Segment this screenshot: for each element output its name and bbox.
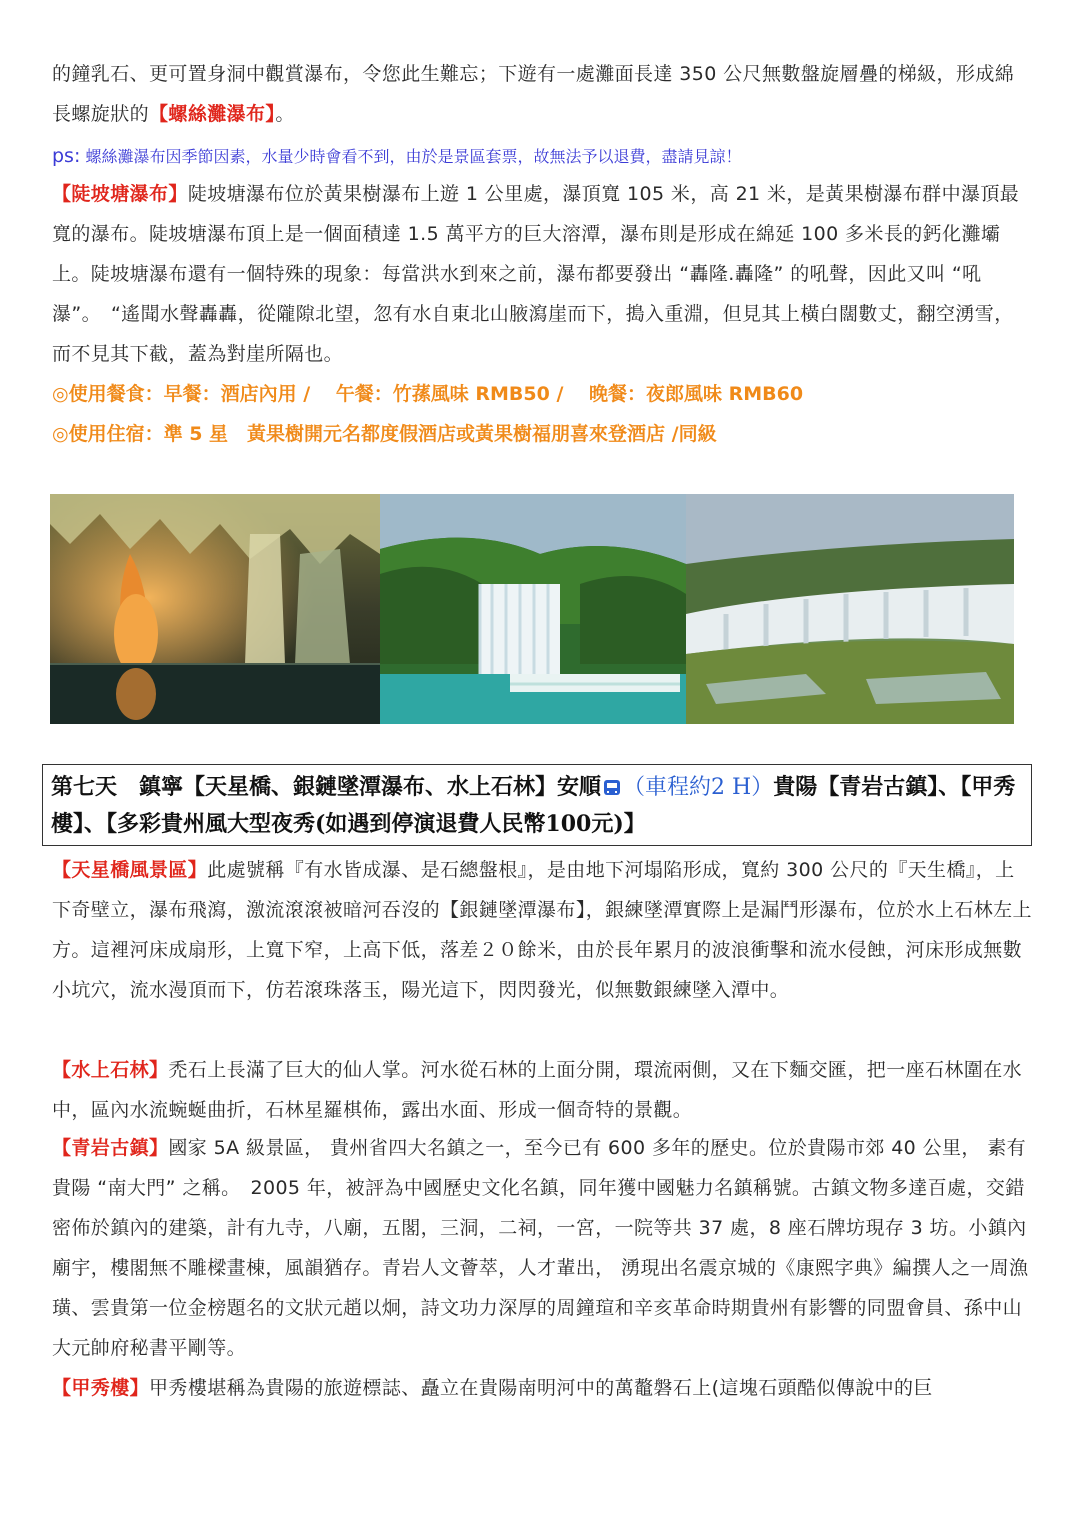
lodging-line: ◎使用住宿：準 5 星 黃果樹開元名都度假酒店或黃果樹福朋喜來登酒店 /同級 — [52, 423, 717, 445]
karst-cave-photo — [50, 494, 380, 724]
tianxingqiao-text-b: ，銀練墜潭實際上是漏鬥形瀑布，位於水上石林左上方。這裡河床成扇形，上寬下窄，上高下低，落差２０餘米，由於長年累月的波浪衝擊和流水侵蝕，河床形成無數小坑穴，流水漫頂而下，仿若滾珠落玉，陽光這下，閃閃發光，似無數銀練墜入潭中。 — [52, 899, 1032, 1001]
tianxingqiao-label: 【天星橋風景區】 — [52, 859, 208, 881]
ps-note — [52, 138, 1032, 175]
doupotang-waterfall-photo — [686, 494, 1014, 724]
day7-header — [42, 764, 1032, 846]
day7-title-a: 第七天 鎮寧【天星橋、銀鏈墜潭瀑布、水上石林】安順 — [51, 774, 602, 800]
jiaxiu-paragraph — [52, 1368, 1032, 1408]
bus-icon — [604, 780, 620, 795]
huangguoshu-waterfall-photo — [380, 494, 686, 724]
tianxingqiao-paragraph — [52, 850, 1032, 1010]
meals-line: ◎使用餐食：早餐：酒店內用 / 午餐：竹蓀風味 RMB50 / 晚餐：夜郎風味 RMB60 — [52, 383, 804, 405]
jiaxiu-label: 【甲秀樓】 — [52, 1377, 150, 1399]
day7-title-b: 貴陽【青岩古鎮】、【甲秀樓】、【多彩貴州風大型夜秀(如遇到停演退費人民幣100元)】 — [51, 774, 1016, 837]
luositan-waterfall-label: 【螺絲灘瀑布】 — [149, 103, 276, 125]
intro-paragraph — [52, 54, 1032, 134]
ps-text: 螺絲灘瀑布因季節因素，水量少時會看不到，由於是景區套票，故無法予以退費，盡請見諒！ — [85, 147, 742, 166]
qingyan-text: 國家 5A 級景區， 貴州省四大名鎮之一，至今已有 600 多年的歷史。位於貴陽市郊 40 公里， 素有貴陽 “南大門” 之稱。 2005 年，被評為中國歷史文化名鎮，同年獲中國魅力名鎮稱號。古鎮文物多達百處，交錯密佈於鎮內的建築，計有九寺，八廟，五閣，三洞，二祠，一宮，一院等共 37 處，8 座石牌坊現存 3 坊。小鎮內廟宇，樓閣無不雕樑畫棟，風韻猶存。青岩人文薈萃，人才輩出， 湧現出名震京城的《康熙字典》編撰人之一周漁璜、雲貴第一位金榜題名的文狀元趙以炯，詩文功力深厚的周鐘瑄和辛亥革命時期貴州有影響的同盟會員、孫中山大元帥府秘書平剛等。 — [52, 1137, 1029, 1359]
qingyan-paragraph — [52, 1128, 1032, 1368]
intro-text-b: 。 — [275, 103, 295, 125]
shilin-label: 【水上石林】 — [52, 1059, 169, 1081]
yinlian-waterfall-label: 【銀鏈墜潭瀑布】 — [440, 899, 586, 921]
intro-text-a: 的鐘乳石、更可置身洞中觀賞瀑布，令您此生難忘；下遊有一處灘面長達 350 公尺無數盤旋層疊的梯級，形成綿長螺旋狀的 — [52, 63, 1015, 125]
lupotang-label: 【陡坡塘瀑布】 — [52, 183, 188, 205]
jiaxiu-text: 甲秀樓堪稱為貴陽的旅遊標誌、矗立在貴陽南明河中的萬鼇磐石上(這塊石頭酷似傳說中的巨 — [149, 1377, 933, 1399]
lupotang-text: 陡坡塘瀑布位於黃果樹瀑布上遊 1 公里處，瀑頂寬 105 米，高 21 米，是黃果樹瀑布群中瀑頂最寬的瀑布。陡坡塘瀑布頂上是一個面積達 1.5 萬平方的巨大溶潭，瀑布則是形成在綿延 100 多米長的鈣化灘壩上。陡坡塘瀑布還有一個特殊的現象：每當洪水到來之前，瀑布都要發出 “轟隆.轟隆” 的吼聲，因此又叫 “吼瀑”。 “遙聞水聲轟轟，從隴隙北望，忽有水自東北山腋瀉崖而下，搗入重淵，但見其上橫白闊數丈，翻空湧雪，而不見其下截，蓋為對崖所隔也。 — [52, 183, 1020, 365]
day7-drive-time: （車程約2 H） — [623, 775, 774, 800]
tianxingqiao-text-a: 此處號稱『有水皆成瀑、是石總盤根』，是由地下河塌陷形成，寬約 300 公尺的『天生橋』，上下奇壁立，瀑布飛瀉，激流滾滾被暗河吞沒的 — [52, 859, 1015, 921]
qingyan-label: 【青岩古鎮】 — [52, 1137, 169, 1159]
photo-strip — [50, 494, 1014, 724]
ps-tag: ps: — [52, 145, 81, 167]
shilin-paragraph — [52, 1050, 1032, 1130]
lupotang-paragraph — [52, 174, 1032, 374]
shilin-text: 禿石上長滿了巨大的仙人掌。河水從石林的上面分開，環流兩側，又在下麵交匯，把一座石林圍在水中，區內水流蜿蜒曲折，石林星羅棋佈，露出水面、形成一個奇特的景觀。 — [52, 1059, 1023, 1121]
